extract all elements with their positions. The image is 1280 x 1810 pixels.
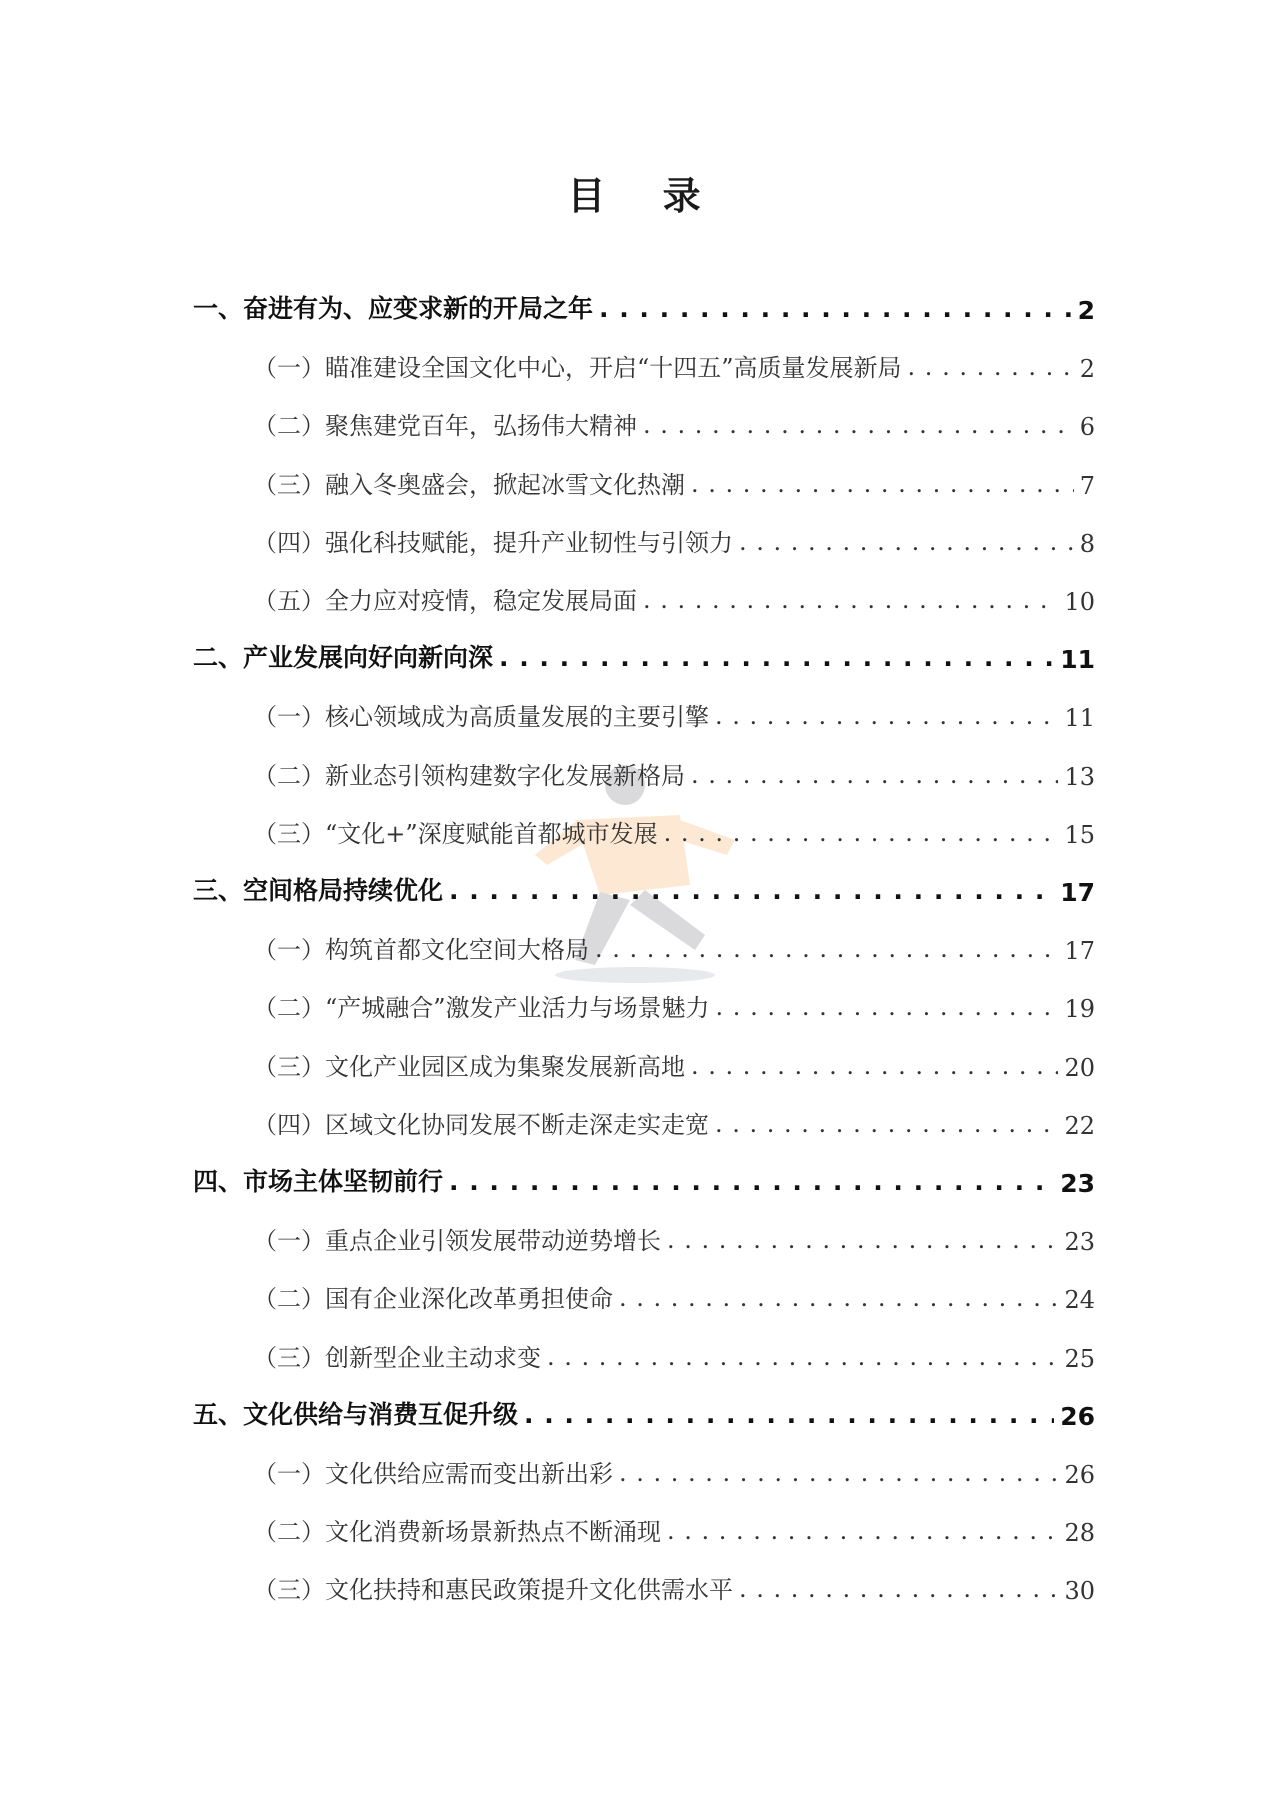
toc-page-number: 11: [1064, 704, 1095, 733]
toc-dot-leader: [716, 993, 1059, 1017]
toc-section-entry[interactable]: [253, 1507, 1095, 1547]
toc-page-number: 24: [1064, 1286, 1095, 1315]
toc-section-entry[interactable]: [253, 343, 1095, 383]
toc-entry-title: （二）文化消费新场景新热点不断涌现: [253, 1518, 661, 1547]
toc-page-number: 2: [1077, 296, 1095, 325]
toc-dot-leader: [619, 1284, 1058, 1308]
toc-section-entry[interactable]: [253, 1274, 1095, 1314]
toc-dot-leader: [691, 1052, 1058, 1076]
toc-entry-title: （一）重点企业引领发展带动逆势增长: [253, 1227, 661, 1256]
toc-dot-leader: [547, 1343, 1058, 1367]
toc-section-entry[interactable]: [253, 751, 1095, 791]
toc-dot-leader: [449, 1167, 1054, 1192]
toc-page-number: 28: [1064, 1519, 1095, 1548]
toc-page-number: 20: [1064, 1053, 1095, 1082]
toc-entry-title: （四）区域文化协同发展不断走深走实走宽: [253, 1110, 709, 1139]
toc-page-number: 13: [1064, 762, 1095, 791]
toc-dot-leader: [715, 702, 1058, 726]
toc-entry-title: 五、文化供给与消费互促升级: [193, 1399, 519, 1429]
toc-entry-title: （二）“产城融合”激发产业活力与场景魅力: [253, 994, 710, 1023]
toc-entry-title: （三）文化扶持和惠民政策提升文化供需水平: [253, 1576, 733, 1605]
page-title: 目 录: [567, 174, 723, 218]
toc-section-entry[interactable]: [253, 460, 1095, 500]
toc-dot-leader: [664, 819, 1059, 843]
toc-dot-leader: [667, 1226, 1058, 1250]
toc-dot-leader: [691, 470, 1074, 494]
toc-entry-title: （二）新业态引领构建数字化发展新格局: [253, 761, 685, 790]
toc-section-entry[interactable]: [253, 518, 1095, 558]
toc-dot-leader: [643, 586, 1058, 610]
toc-section-entry[interactable]: [253, 1100, 1095, 1140]
toc-page-number: 23: [1064, 1228, 1095, 1257]
toc-entry-title: 四、市场主体坚韧前行: [193, 1167, 444, 1196]
toc-entry-title: （五）全力应对疫情，稳定发展局面: [253, 587, 637, 615]
toc-page-number: 15: [1064, 820, 1095, 849]
toc-entry-title: 三、空间格局持续优化: [193, 876, 444, 905]
toc-entry-title: （三）“文化+”深度赋能首都城市发展: [253, 819, 658, 848]
toc-page-number: 30: [1064, 1577, 1095, 1606]
toc-page-number: 25: [1064, 1344, 1095, 1373]
toc-page-number: 2: [1079, 355, 1095, 384]
toc-entry-title: （四）强化科技赋能，提升产业韧性与引领力: [253, 528, 733, 557]
toc-section-entry[interactable]: [253, 1449, 1095, 1489]
toc-entry-title: 一、奋进有为、应变求新的开局之年: [193, 294, 594, 323]
toc-chapter-entry[interactable]: [193, 867, 1095, 907]
toc-dot-leader: [739, 528, 1074, 552]
toc-chapter-entry[interactable]: [193, 285, 1095, 325]
toc-section-entry[interactable]: [253, 401, 1095, 441]
toc-page-number: 22: [1064, 1111, 1095, 1140]
toc-page-number: 7: [1079, 471, 1095, 500]
toc-page-number: 19: [1064, 995, 1095, 1024]
toc-dot-leader: [715, 1110, 1058, 1134]
toc-dot-leader: [643, 411, 1074, 435]
toc-page-number: 8: [1079, 529, 1095, 558]
toc-section-entry[interactable]: [253, 983, 1095, 1023]
toc-entry-title: （一）构筑首都文化空间大格局: [253, 936, 589, 965]
toc-section-entry[interactable]: [253, 1042, 1095, 1082]
toc-page-number: 17: [1064, 937, 1095, 966]
toc-page-number: 11: [1060, 645, 1095, 675]
toc-section-entry[interactable]: [253, 809, 1095, 849]
toc-section-entry[interactable]: [253, 1333, 1095, 1373]
toc-dot-leader: [449, 876, 1054, 901]
toc-chapter-entry[interactable]: [193, 634, 1095, 674]
toc-chapter-entry[interactable]: [193, 1158, 1095, 1198]
toc-page-number: 17: [1060, 878, 1095, 907]
toc-dot-leader: [595, 935, 1058, 959]
toc-section-entry[interactable]: [253, 1565, 1095, 1605]
toc-page-number: 23: [1060, 1169, 1095, 1198]
toc-entry-title: （三）文化产业园区成为集聚发展新高地: [253, 1052, 685, 1081]
toc-dot-leader: [908, 353, 1074, 377]
toc-chapter-entry[interactable]: [193, 1391, 1095, 1431]
toc-dot-leader: [739, 1575, 1058, 1599]
toc-entry-title: （三）创新型企业主动求变: [253, 1343, 541, 1372]
toc-entry-title: （三）融入冬奥盛会，掀起冰雪文化热潮: [253, 470, 685, 499]
toc-page-number: 10: [1064, 588, 1095, 616]
toc-section-entry[interactable]: [253, 692, 1095, 732]
toc-entry-title: （一）核心领域成为高质量发展的主要引擎: [253, 703, 709, 732]
toc-entry-title: （一）瞄准建设全国文化中心，开启“十四五”高质量发展新局: [253, 354, 902, 383]
toc-page-number: 26: [1060, 1401, 1095, 1431]
toc-dot-leader: [524, 1400, 1054, 1425]
toc-entry-title: （一）文化供给应需而变出新出彩: [253, 1460, 613, 1488]
toc-entry-title: （二）聚焦建党百年，弘扬伟大精神: [253, 412, 637, 441]
toc-dot-leader: [599, 294, 1072, 319]
toc-entry-title: 二、产业发展向好向新向深: [193, 643, 494, 673]
toc-entry-title: （二）国有企业深化改革勇担使命: [253, 1285, 613, 1314]
toc-dot-leader: [667, 1517, 1058, 1541]
toc-page-number: 6: [1079, 413, 1095, 442]
toc-dot-leader: [691, 761, 1058, 785]
toc-dot-leader: [499, 643, 1054, 668]
toc-page-number: 26: [1064, 1461, 1095, 1489]
toc-dot-leader: [619, 1459, 1058, 1483]
toc-section-entry[interactable]: [253, 925, 1095, 965]
toc-section-entry[interactable]: [253, 576, 1095, 616]
toc-section-entry[interactable]: [253, 1216, 1095, 1256]
